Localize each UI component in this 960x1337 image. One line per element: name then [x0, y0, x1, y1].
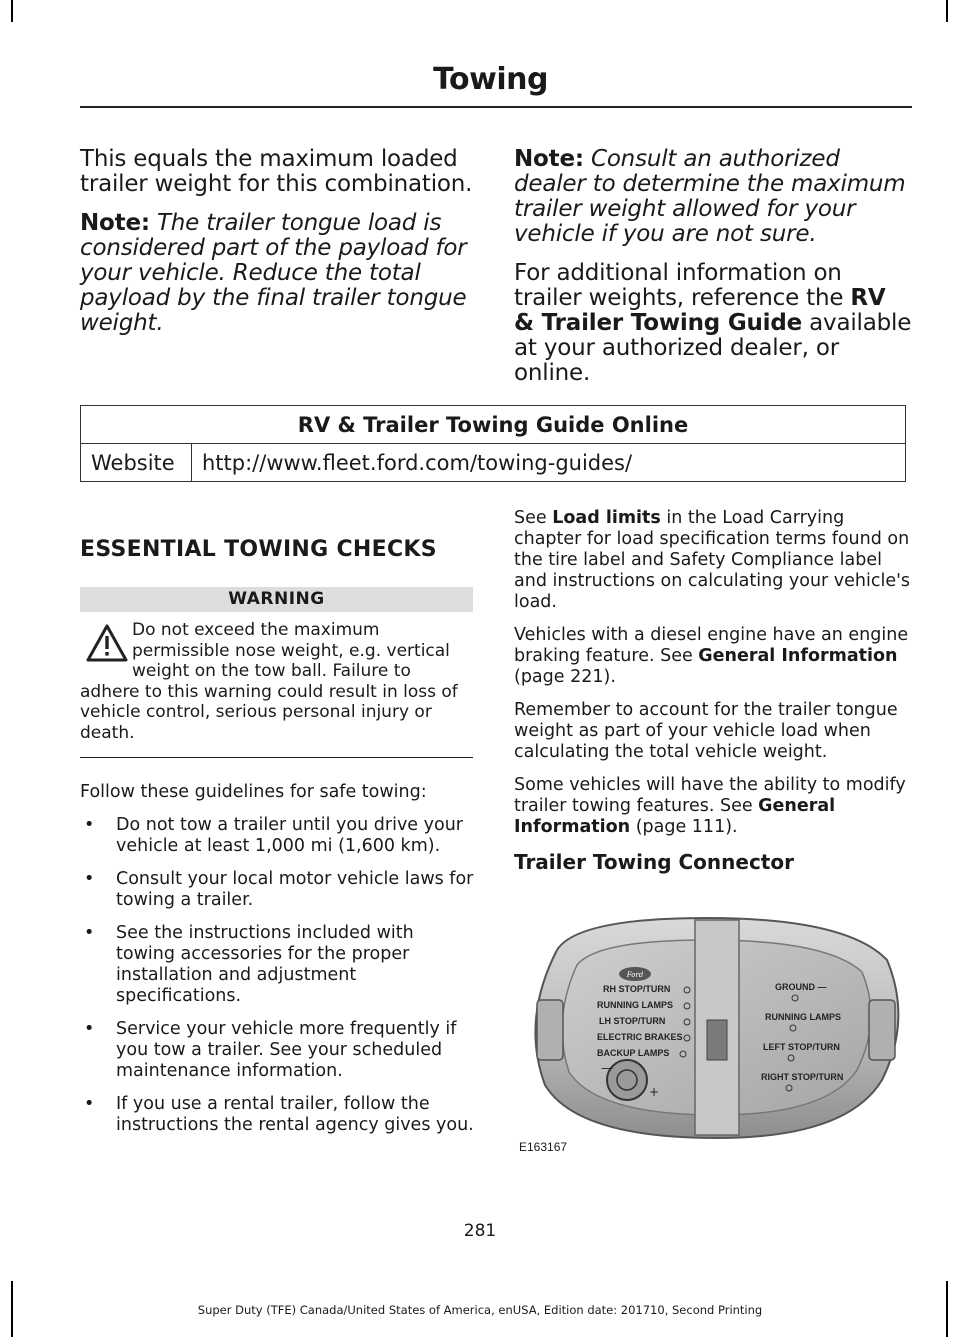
load-limits-paragraph [514, 508, 912, 613]
list-item: • Service your vehicle more frequently if you tow a trailer. See your scheduled maintenance information. [80, 1019, 475, 1082]
page-title: Towing [433, 62, 548, 97]
svg-text:+: + [649, 1085, 660, 1099]
tongue-load-note [80, 211, 480, 336]
load-limits-link[interactable]: Load limits [552, 508, 661, 528]
ford-logo: Ford [626, 971, 644, 979]
connector-label: BACKUP LAMPS [597, 1048, 670, 1058]
warning-body: Do not exceed the maximum permissible nose weight, e.g. vertical weight on the tow ball. Failure to adhere to this warning could result in loss of vehicle control, serious personal injury or death. [80, 620, 458, 743]
icon-spacer [80, 620, 132, 680]
page-number: 281 [463, 1221, 497, 1241]
crop-mark-top-right [946, 0, 948, 22]
guidelines-column [80, 782, 475, 1148]
warning-text [80, 620, 473, 743]
connector-label: RUNNING LAMPS [765, 1012, 841, 1022]
right-bottom-column [514, 508, 912, 874]
list-item: • Do not tow a trailer until you drive your vehicle at least 1,000 mi (1,600 km). [80, 815, 475, 857]
dealer-note [514, 147, 912, 247]
svg-text:—: — [601, 1061, 613, 1075]
diesel-paragraph [514, 625, 912, 688]
note-text: Consult an authorized dealer to determine the maximum trailer weight allowed for your vehicle if you are not sure. [514, 146, 906, 247]
trailer-connector-illustration [517, 910, 907, 1160]
table-header-row [81, 406, 906, 444]
left-top-column [80, 147, 480, 350]
list-item: • See the instructions included with towing accessories for the proper installation and adjustment specifications. [80, 923, 475, 1007]
guidelines-intro: Follow these guidelines for safe towing: [80, 782, 427, 802]
note-label: Note: [514, 146, 584, 172]
connector-label: RIGHT STOP/TURN [761, 1072, 844, 1082]
additional-info-paragraph [514, 261, 912, 386]
table-row [81, 444, 906, 482]
crop-mark-top-left [11, 0, 13, 22]
note-label: Note: [80, 210, 150, 236]
connector-subheading: Trailer Towing Connector [514, 850, 794, 874]
max-weight-paragraph: This equals the maximum loaded trailer weight for this combination. [80, 146, 473, 197]
list-item: • If you use a rental trailer, follow the instructions the rental agency gives you. [80, 1094, 475, 1136]
list-item: • Consult your local motor vehicle laws for towing a trailer. [80, 869, 475, 911]
text-span: available at your authorized dealer, or online. [514, 310, 912, 386]
connector-label: LEFT STOP/TURN [763, 1042, 840, 1052]
text-span: (page 221). [514, 667, 616, 687]
connector-label: ELECTRIC BRAKES [597, 1032, 683, 1042]
connector-label: RUNNING LAMPS [597, 1000, 673, 1010]
section-heading: ESSENTIAL TOWING CHECKS [80, 537, 437, 562]
modify-features-paragraph [514, 775, 912, 838]
connector-label: GROUND — [775, 982, 827, 992]
towing-guide-reference: RV & Trailer Towing Guide [514, 285, 886, 336]
text-span: Vehicles with a diesel engine have an engine braking feature. See [514, 625, 909, 666]
connector-label: RH STOP/TURN [603, 984, 671, 994]
general-information-link[interactable]: General Information [698, 646, 898, 666]
table-title: RV & Trailer Towing Guide Online [81, 406, 906, 444]
right-top-column [514, 147, 912, 400]
towing-guide-table [80, 405, 906, 482]
warning-divider [80, 757, 473, 758]
text-span: For additional information on trailer weights, reference the [514, 260, 851, 311]
text-span: See [514, 508, 553, 528]
website-url-cell[interactable]: http://www.fleet.ford.com/towing-guides/ [192, 444, 906, 482]
note-text: The trailer tongue load is considered part of the payload for your vehicle. Reduce the total payload by the final trailer tongue weight. [80, 210, 467, 336]
text-span: in the Load Carrying chapter for load specification terms found on the tire label and Safety Compliance label and instructions on calculating your vehicle's load. [514, 508, 911, 612]
text-span: (page 111). [630, 817, 738, 837]
tongue-weight-paragraph: Remember to account for the trailer tongue weight as part of your vehicle load when calculating the total vehicle weight. [514, 700, 898, 762]
text-span: Some vehicles will have the ability to modify trailer towing features. See [514, 775, 906, 816]
figure-code: E163167 [519, 1140, 568, 1154]
header-rule [80, 106, 912, 108]
connector-label: LH STOP/TURN [599, 1016, 666, 1026]
warning-label-bar: WARNING [80, 587, 473, 612]
website-label-cell: Website [81, 444, 192, 482]
general-information-link[interactable]: General Information [514, 796, 836, 837]
footer-text: Super Duty (TFE) Canada/United States of America, enUSA, Edition date: 201710, Second Printing [197, 1303, 763, 1317]
guidelines-list [80, 815, 475, 1136]
